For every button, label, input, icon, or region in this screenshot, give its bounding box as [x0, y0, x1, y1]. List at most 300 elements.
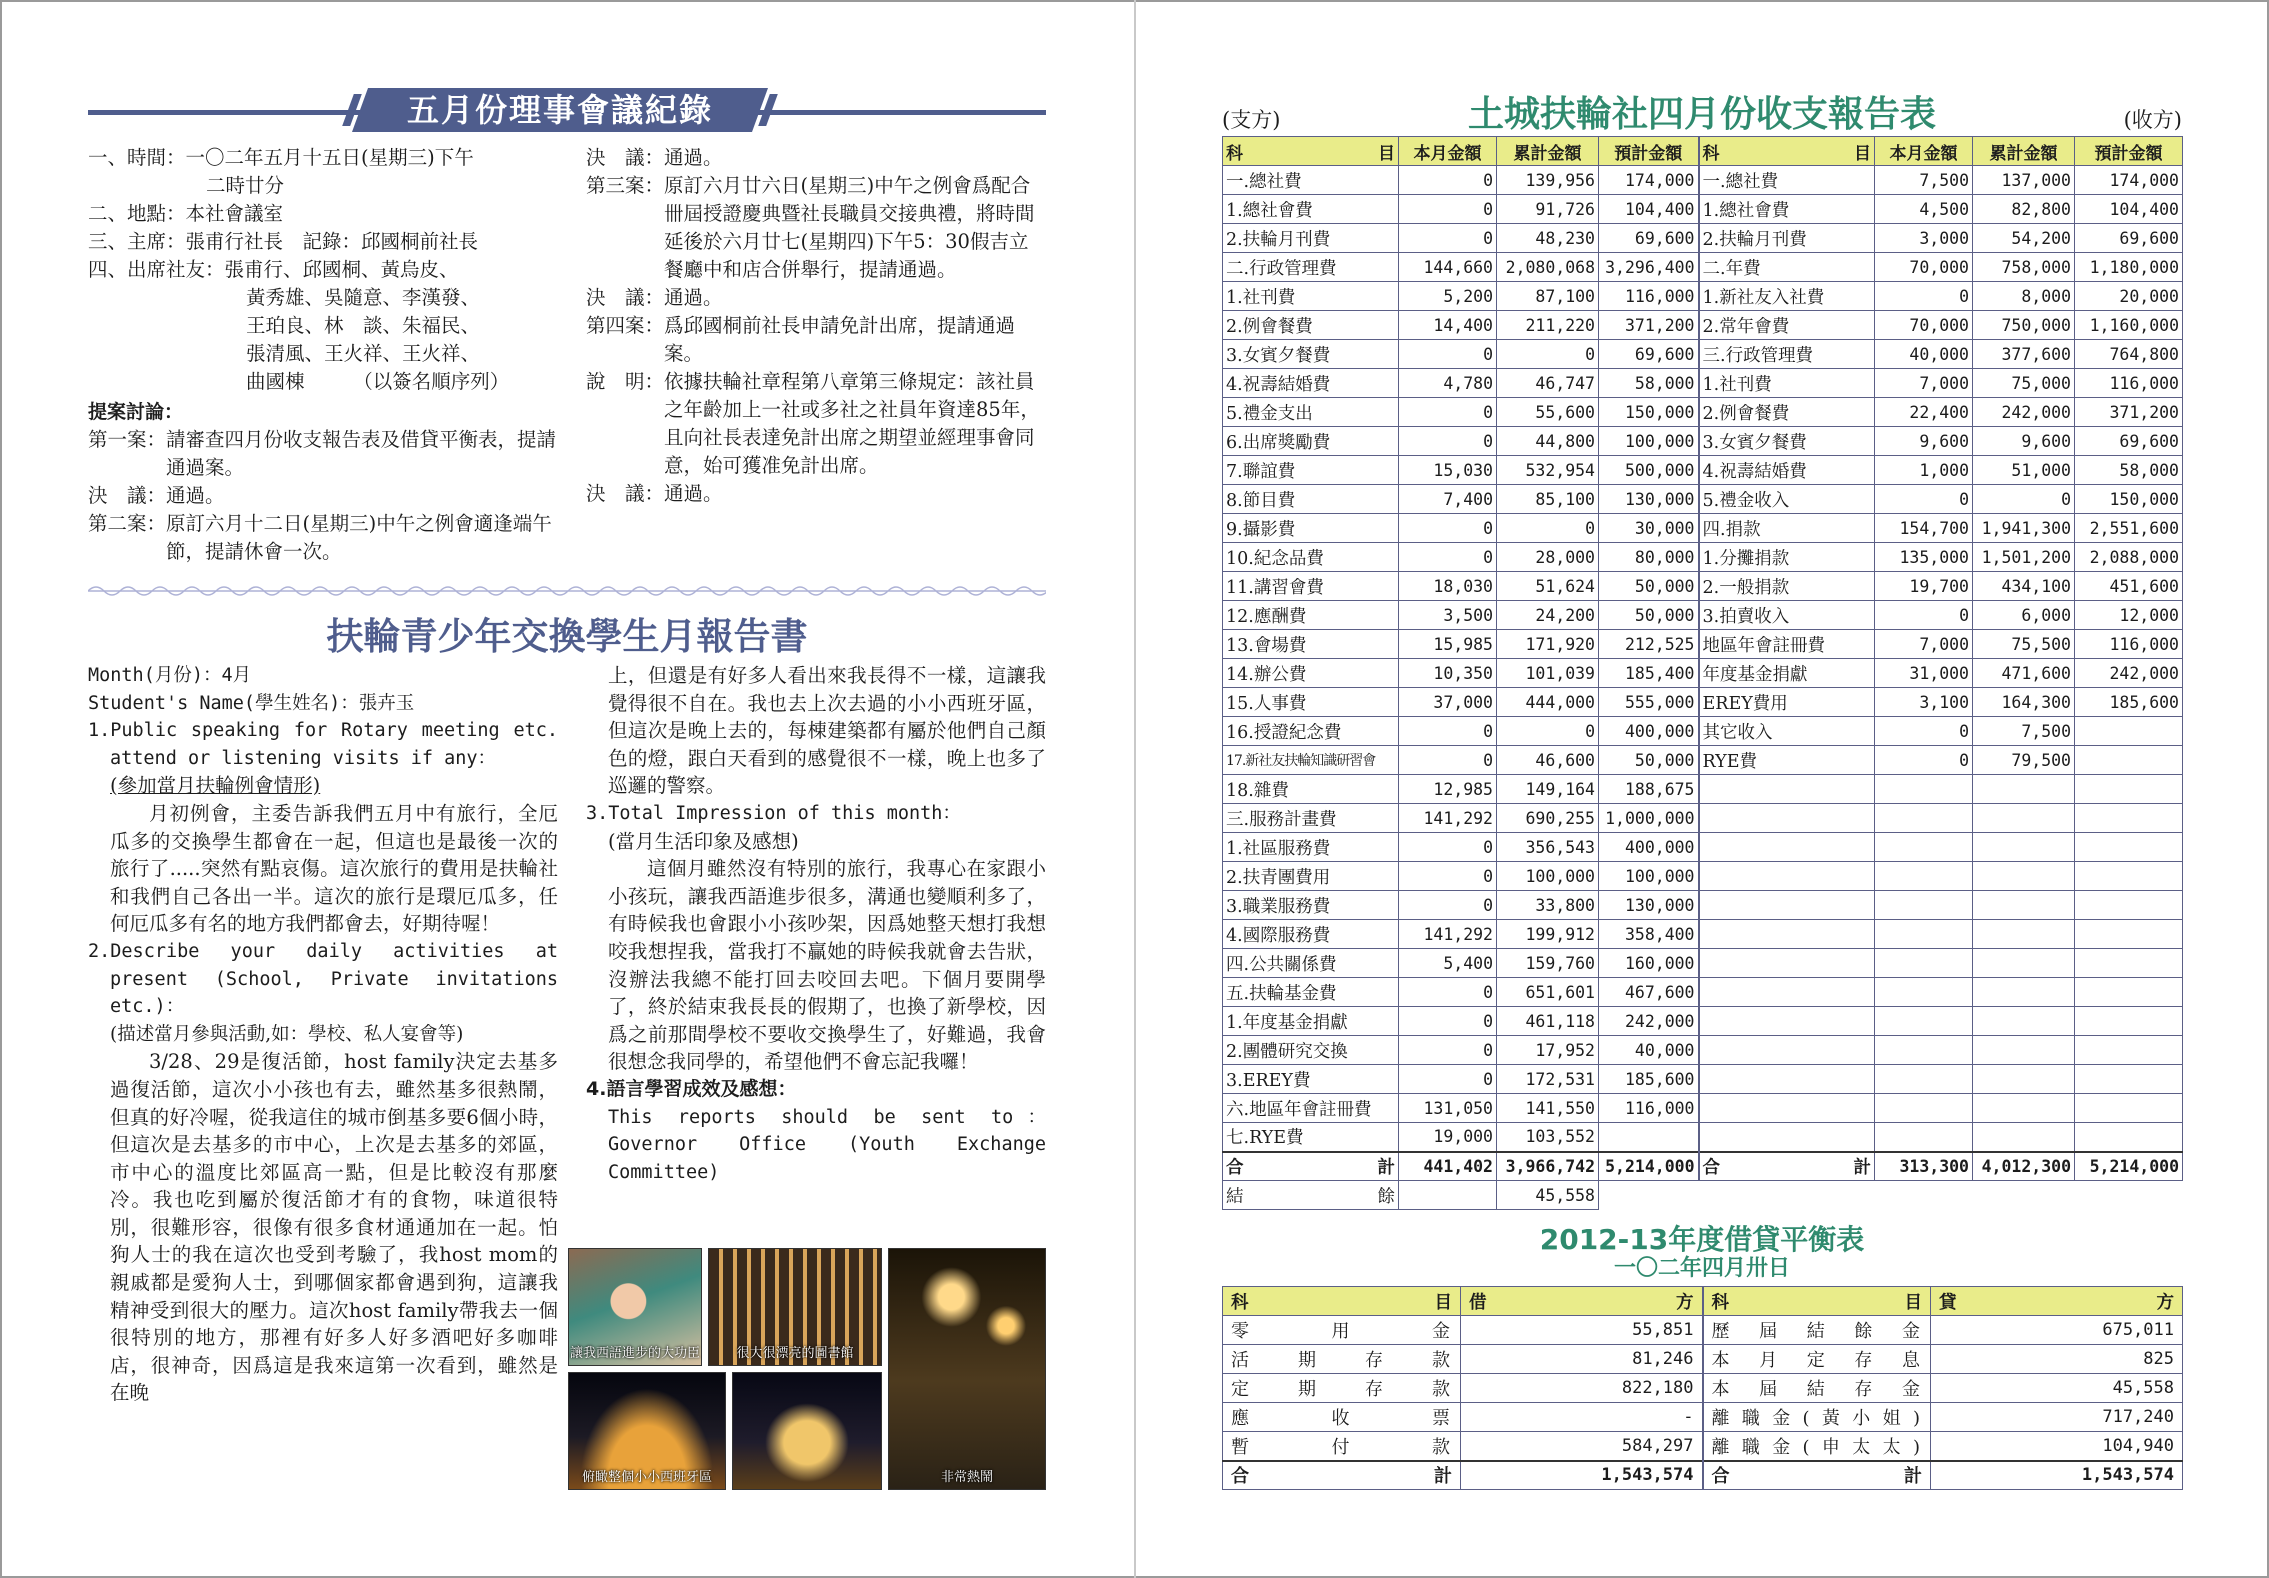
finance-row — [1223, 485, 2183, 514]
expense-amount: 0 — [1399, 514, 1497, 543]
header-subject: 科 目 — [1223, 137, 1399, 166]
expense-amount: 50,000 — [1599, 601, 1699, 630]
expense-total-label: 合 計 — [1223, 1152, 1399, 1181]
expense-amount: 356,543 — [1497, 833, 1599, 862]
income-amount: 242,000 — [1973, 398, 2075, 427]
expense-amount: 1,000,000 — [1599, 804, 1699, 833]
income-empty-cell — [1875, 1007, 1973, 1036]
income-empty-cell — [1973, 1007, 2075, 1036]
expense-amount: 14,400 — [1399, 311, 1497, 340]
balance-header-subject-credit: 科 目 — [1703, 1287, 1931, 1316]
case4-text: 爲邱國桐前社長申請免計出席，提請通過案。 — [664, 314, 1016, 365]
expense-item: 13.會場費 — [1223, 630, 1399, 659]
income-amount: 154,700 — [1875, 514, 1973, 543]
income-empty-cell — [1875, 1123, 1973, 1152]
finance-row — [1223, 166, 2183, 195]
finance-row — [1223, 1094, 2183, 1123]
income-empty-cell — [1699, 775, 1875, 804]
income-empty-cell — [2075, 920, 2183, 949]
expense-amount: 12,985 — [1399, 775, 1497, 804]
finance-row — [1223, 1007, 2183, 1036]
header-cumulative: 累計金額 — [1497, 137, 1599, 166]
expense-amount: 0 — [1399, 166, 1497, 195]
expense-amount: 15,030 — [1399, 456, 1497, 485]
expense-amount: 40,000 — [1599, 1036, 1699, 1065]
expense-amount: 141,292 — [1399, 804, 1497, 833]
income-amount: 75,000 — [1973, 369, 2075, 398]
expense-amount: 139,956 — [1497, 166, 1599, 195]
expense-amount: 116,000 — [1599, 282, 1699, 311]
expense-amount: 7,400 — [1399, 485, 1497, 514]
expense-amount: 444,000 — [1497, 688, 1599, 717]
income-empty-cell — [2075, 949, 2183, 978]
income-amount: 434,100 — [1973, 572, 2075, 601]
income-item: 3.女賓夕餐費 — [1699, 427, 1875, 456]
expense-amount: 242,000 — [1599, 1007, 1699, 1036]
expense-amount: 160,000 — [1599, 949, 1699, 978]
report-left-column — [88, 662, 558, 1407]
expense-amount: 211,220 — [1497, 311, 1599, 340]
debit-total: 1,543,574 — [1461, 1461, 1703, 1490]
expense-amount: 149,164 — [1497, 775, 1599, 804]
income-item: 1.社刊費 — [1699, 369, 1875, 398]
expense-amount: 0 — [1399, 340, 1497, 369]
expense-amount: 24,200 — [1497, 601, 1599, 630]
balance-header-row — [1223, 1287, 2183, 1316]
question-2: 2.Describe your daily activities at present (School, Private invitations etc.)： — [88, 940, 558, 1018]
expense-amount: 15,985 — [1399, 630, 1497, 659]
finance-row — [1223, 1123, 2183, 1152]
debit-item: 零用金 — [1223, 1316, 1461, 1345]
expense-amount: 0 — [1399, 543, 1497, 572]
photo-church — [732, 1372, 882, 1490]
income-amount: 58,000 — [2075, 456, 2183, 485]
income-amount: 116,000 — [2075, 630, 2183, 659]
income-empty-cell — [2075, 804, 2183, 833]
photo-caption-2: 俯瞰整個小小西班牙區 — [581, 1470, 712, 1485]
income-empty-cell — [1973, 1094, 2075, 1123]
income-amount: 7,000 — [1875, 630, 1973, 659]
income-total-budget: 5,214,000 — [2075, 1152, 2183, 1181]
income-total-month: 313,300 — [1875, 1152, 1973, 1181]
income-empty-cell — [1699, 1123, 1875, 1152]
income-amount: 135,000 — [1875, 543, 1973, 572]
attendees-line-0: 張甫行、邱國桐、黃烏皮、 — [224, 258, 459, 281]
expense-amount: 500,000 — [1599, 456, 1699, 485]
income-item: 2.一般捐款 — [1699, 572, 1875, 601]
income-item: RYE費 — [1699, 746, 1875, 775]
expense-amount: 172,531 — [1497, 1065, 1599, 1094]
expense-amount: 10,350 — [1399, 659, 1497, 688]
expense-amount: 0 — [1497, 717, 1599, 746]
attendees-label: 四、出席社友： — [88, 258, 225, 281]
question-2-sub: (描述當月參與活動,如：學校、私人宴會等) — [110, 1023, 464, 1045]
expense-amount: 58,000 — [1599, 369, 1699, 398]
balance-empty — [1399, 1181, 1497, 1210]
resolve1-text: 通過。 — [166, 484, 225, 507]
expense-amount: 150,000 — [1599, 398, 1699, 427]
place-line: 二、地點：本社會議室 — [88, 202, 284, 225]
income-amount: 8,000 — [1973, 282, 2075, 311]
expense-item: 9.攝影費 — [1223, 514, 1399, 543]
balance-row — [1223, 1432, 2183, 1461]
finance-row — [1223, 775, 2183, 804]
expense-amount: 55,600 — [1497, 398, 1599, 427]
expense-total-month: 441,402 — [1399, 1152, 1497, 1181]
expense-amount: 0 — [1399, 1036, 1497, 1065]
finance-row — [1223, 949, 2183, 978]
income-amount: 4,500 — [1875, 195, 1973, 224]
income-amount: 79,500 — [1973, 746, 2075, 775]
expense-amount: 91,726 — [1497, 195, 1599, 224]
income-amount: 75,500 — [1973, 630, 2075, 659]
expense-amount: 185,400 — [1599, 659, 1699, 688]
balance-sheet-title: 2012-13年度借貸平衡表 — [1539, 1223, 1865, 1256]
expense-amount: 104,400 — [1599, 195, 1699, 224]
income-empty-cell — [1973, 804, 2075, 833]
finance-row — [1223, 224, 2183, 253]
page-divider — [1134, 0, 1136, 1578]
expense-item: 1.總社會費 — [1223, 195, 1399, 224]
income-amount: 69,600 — [2075, 224, 2183, 253]
chair-line: 三、主席：張甫行社長 記錄：邱國桐前社長 — [88, 230, 479, 253]
finance-row — [1223, 456, 2183, 485]
expense-item: 六.地區年會註冊費 — [1223, 1094, 1399, 1123]
header-subject-income: 科 目 — [1699, 137, 1875, 166]
income-amount: 12,000 — [2075, 601, 2183, 630]
income-amount: 6,000 — [1973, 601, 2075, 630]
exchange-report-title: 扶輪青少年交換學生月報告書 — [326, 615, 808, 658]
expense-amount: 159,760 — [1497, 949, 1599, 978]
income-item: 1.分攤捐款 — [1699, 543, 1875, 572]
expense-total-cumulative: 3,966,742 — [1497, 1152, 1599, 1181]
expense-amount: 69,600 — [1599, 224, 1699, 253]
expense-side-label: (支方) — [1222, 108, 1281, 132]
expense-amount: 0 — [1399, 427, 1497, 456]
income-amount: 70,000 — [1875, 253, 1973, 282]
photo-caption-4: 非常熱鬧 — [940, 1470, 993, 1485]
expense-amount: 48,230 — [1497, 224, 1599, 253]
expense-amount: 0 — [1497, 514, 1599, 543]
income-amount: 69,600 — [2075, 427, 2183, 456]
income-item: 二.年費 — [1699, 253, 1875, 282]
income-empty-cell — [1973, 833, 2075, 862]
case4-label: 第四案： — [586, 314, 665, 337]
income-total-label: 合 計 — [1699, 1152, 1875, 1181]
income-side-label: (收方) — [2123, 108, 2182, 132]
finance-row — [1223, 195, 2183, 224]
expense-item: 6.出席獎勵費 — [1223, 427, 1399, 456]
credit-amount: 825 — [1931, 1345, 2183, 1374]
balance-header-subject: 科 目 — [1223, 1287, 1461, 1316]
balance-empty-2 — [1599, 1181, 1699, 1210]
income-amount: 0 — [1875, 282, 1973, 311]
expense-amount: 0 — [1497, 340, 1599, 369]
income-amount: 19,700 — [1875, 572, 1973, 601]
finance-header-row — [1223, 137, 2183, 166]
expense-item: 二.行政管理費 — [1223, 253, 1399, 282]
expense-item: 15.人事費 — [1223, 688, 1399, 717]
expense-item: 2.扶輪月刊費 — [1223, 224, 1399, 253]
resolve2-text: 通過。 — [664, 146, 723, 169]
income-empty-cell — [1699, 1065, 1875, 1094]
finance-row — [1223, 630, 2183, 659]
income-amount: 0 — [1875, 746, 1973, 775]
income-amount: 7,500 — [1875, 166, 1973, 195]
expense-item: 12.應酬費 — [1223, 601, 1399, 630]
finance-row — [1223, 833, 2183, 862]
income-amount: 116,000 — [2075, 369, 2183, 398]
header-month: 本月金額 — [1399, 137, 1497, 166]
balance-value: 45,558 — [1497, 1181, 1599, 1210]
question-3: 3.Total Impression of this month： — [586, 802, 961, 824]
income-amount: 3,000 — [1875, 224, 1973, 253]
expense-amount: 144,660 — [1399, 253, 1497, 282]
income-amount: 242,000 — [2075, 659, 2183, 688]
expense-amount: 51,624 — [1497, 572, 1599, 601]
photo-child — [568, 1248, 702, 1366]
finance-row — [1223, 891, 2183, 920]
income-empty-cell — [2075, 1065, 2183, 1094]
finance-row — [1223, 746, 2183, 775]
debit-amount: 822,180 — [1461, 1374, 1703, 1403]
income-amount: 7,000 — [1875, 369, 1973, 398]
income-amount: 0 — [1875, 485, 1973, 514]
income-empty-cell — [1875, 804, 1973, 833]
debit-amount: 584,297 — [1461, 1432, 1703, 1461]
balance-row — [1223, 1345, 2183, 1374]
income-empty-cell — [1875, 862, 1973, 891]
expense-amount: 2,080,068 — [1497, 253, 1599, 282]
debit-item: 應收票 — [1223, 1403, 1461, 1432]
income-amount: 750,000 — [1973, 311, 2075, 340]
income-empty-cell — [1699, 1036, 1875, 1065]
income-item: 1.新社友入社費 — [1699, 282, 1875, 311]
expense-amount: 371,200 — [1599, 311, 1699, 340]
resolve3-text: 通過。 — [664, 286, 723, 309]
expense-item: 17.新社友扶輪知識研習會 — [1223, 746, 1399, 775]
finance-row — [1223, 311, 2183, 340]
income-amount: 758,000 — [1973, 253, 2075, 282]
expense-item: 4.祝壽結婚費 — [1223, 369, 1399, 398]
expense-amount: 130,000 — [1599, 485, 1699, 514]
expense-amount: 651,601 — [1497, 978, 1599, 1007]
meeting-banner — [88, 88, 1046, 132]
expense-amount: 131,050 — [1399, 1094, 1497, 1123]
minutes-right-column — [586, 144, 1046, 508]
expense-amount: 0 — [1399, 717, 1497, 746]
income-empty-cell — [2075, 978, 2183, 1007]
income-amount: 1,501,200 — [1973, 543, 2075, 572]
income-empty-cell — [2075, 1123, 2183, 1152]
expense-amount: 532,954 — [1497, 456, 1599, 485]
income-item: 三.行政管理費 — [1699, 340, 1875, 369]
expense-item: 3.EREY費 — [1223, 1065, 1399, 1094]
photo-busy-street — [888, 1248, 1046, 1490]
expense-item: 四.公共關係費 — [1223, 949, 1399, 978]
income-amount: 1,941,300 — [1973, 514, 2075, 543]
balance-empty-3 — [1699, 1181, 2183, 1210]
credit-item: 本屆結存金 — [1703, 1374, 1931, 1403]
expense-amount: 116,000 — [1599, 1094, 1699, 1123]
balance-label: 結 餘 — [1223, 1181, 1399, 1210]
expense-amount: 0 — [1399, 1007, 1497, 1036]
expense-amount: 103,552 — [1497, 1123, 1599, 1152]
expense-item: 18.雜費 — [1223, 775, 1399, 804]
expense-amount: 19,000 — [1399, 1123, 1497, 1152]
debit-amount: 55,851 — [1461, 1316, 1703, 1345]
income-empty-cell — [1973, 978, 2075, 1007]
income-empty-cell — [1973, 891, 2075, 920]
question-1: 1.Public speaking for Rotary meeting etc. attend or listening visits if any： — [88, 720, 558, 769]
credit-amount: 45,558 — [1931, 1374, 2183, 1403]
income-amount: 371,200 — [2075, 398, 2183, 427]
income-amount: 451,600 — [2075, 572, 2183, 601]
credit-amount: 717,240 — [1931, 1403, 2183, 1432]
income-item: 2.例會餐費 — [1699, 398, 1875, 427]
income-empty-cell — [1699, 1094, 1875, 1123]
photo-library — [708, 1248, 882, 1366]
finance-row — [1223, 688, 2183, 717]
answer-2-continued: 上，但還是有好多人看出來我長得不一樣，這讓我覺得很不自在。我也去上次去過的小小西班牙區，但這次是晚上去的，每棟建築都有屬於他們自己顏色的燈，跟白天看到的感覺很不一樣，晚上也多了巡邏的警察。 — [608, 664, 1046, 798]
income-amount: 137,000 — [1973, 166, 2075, 195]
income-item: 年度基金捐獻 — [1699, 659, 1875, 688]
income-amount: 54,200 — [1973, 224, 2075, 253]
expense-total-budget: 5,214,000 — [1599, 1152, 1699, 1181]
expense-item: 2.團體研究交換 — [1223, 1036, 1399, 1065]
ornament-divider — [88, 584, 1046, 598]
expense-item: 2.扶青團費用 — [1223, 862, 1399, 891]
finance-total-row — [1223, 1152, 2183, 1181]
resolve4-text: 通過。 — [664, 482, 723, 505]
finance-row — [1223, 514, 2183, 543]
income-empty-cell — [2075, 1094, 2183, 1123]
report-month: Month(月份)：4月 — [88, 665, 252, 686]
income-empty-cell — [1875, 1065, 1973, 1094]
photo-caption-0: 讓我西語進步的大功臣 — [569, 1346, 700, 1361]
income-amount: 0 — [1875, 717, 1973, 746]
time-value: 一〇二年五月十五日(星期三)下午 — [185, 146, 474, 169]
expense-amount: 0 — [1399, 833, 1497, 862]
finance-row — [1223, 862, 2183, 891]
finance-row — [1223, 804, 2183, 833]
finance-row — [1223, 282, 2183, 311]
expense-amount: 5,200 — [1399, 282, 1497, 311]
finance-row — [1223, 978, 2183, 1007]
expense-amount: 174,000 — [1599, 166, 1699, 195]
expense-amount — [1599, 1123, 1699, 1152]
income-empty-cell — [1973, 949, 2075, 978]
resolve1-label: 決 議： — [88, 484, 167, 507]
expense-amount: 46,747 — [1497, 369, 1599, 398]
credit-total-label: 合 計 — [1703, 1461, 1931, 1490]
balance-header-credit: 貸 方 — [1931, 1287, 2183, 1316]
resolve3-label: 決 議： — [586, 286, 665, 309]
income-empty-cell — [1875, 1036, 1973, 1065]
debit-total-label: 合 計 — [1223, 1461, 1461, 1490]
time-label: 一、時間： — [88, 146, 186, 169]
income-empty-cell — [1699, 920, 1875, 949]
income-item: 4.祝壽結婚費 — [1699, 456, 1875, 485]
header-budget-income: 預計金額 — [2075, 137, 2183, 166]
income-empty-cell — [1699, 1007, 1875, 1036]
expense-amount: 555,000 — [1599, 688, 1699, 717]
income-empty-cell — [1699, 833, 1875, 862]
income-amount — [2075, 717, 2183, 746]
finance-row — [1223, 717, 2183, 746]
income-item: 1.總社會費 — [1699, 195, 1875, 224]
report-right-column — [586, 662, 1046, 1186]
income-amount: 40,000 — [1875, 340, 1973, 369]
case3-label: 第三案： — [586, 174, 665, 197]
balance-sheet-table — [1222, 1286, 2183, 1490]
income-empty-cell — [1973, 775, 2075, 804]
case1-text: 請審查四月份收支報告表及借貸平衡表，提請通過案。 — [166, 428, 557, 479]
expense-item: 七.RYE費 — [1223, 1123, 1399, 1152]
debit-item: 暫付款 — [1223, 1432, 1461, 1461]
finance-row — [1223, 659, 2183, 688]
income-item: 2.常年會費 — [1699, 311, 1875, 340]
photo-city-view — [568, 1372, 726, 1490]
attendees-line-2: 王珀良、林 談、朱福民、 — [246, 314, 481, 337]
income-item: 一.總社費 — [1699, 166, 1875, 195]
report-student: Student's Name(學生姓名)：張卉玉 — [88, 692, 415, 714]
left-page — [88, 88, 1046, 1508]
expense-item: 5.禮金支出 — [1223, 398, 1399, 427]
expense-item: 3.職業服務費 — [1223, 891, 1399, 920]
attendees-line-3: 張清風、王火祥、王火祥、 — [246, 342, 481, 365]
income-item: 地區年會註冊費 — [1699, 630, 1875, 659]
answer-1: 月初例會，主委告訴我們五月中有旅行，全厄瓜多的交換學生都會在一起，但這也是最後一次的旅行了.....突然有點哀傷。這次旅行的費用是扶輪社和我們自己各出一半。這次的旅行是環厄瓜多，任何厄瓜多有名的地方我們都會去，好期待喔！ — [110, 801, 558, 936]
income-empty-cell — [1875, 949, 1973, 978]
credit-amount: 675,011 — [1931, 1316, 2183, 1345]
income-empty-cell — [2075, 1007, 2183, 1036]
expense-amount: 199,912 — [1497, 920, 1599, 949]
income-empty-cell — [1973, 862, 2075, 891]
debit-item: 定期存款 — [1223, 1374, 1461, 1403]
expense-amount: 3,500 — [1399, 601, 1497, 630]
time-value-cont: 二時廿分 — [206, 174, 285, 197]
minutes-left-column — [88, 144, 558, 566]
income-amount: 471,600 — [1973, 659, 2075, 688]
income-item: EREY費用 — [1699, 688, 1875, 717]
expense-amount: 80,000 — [1599, 543, 1699, 572]
debit-amount: - — [1461, 1403, 1703, 1432]
income-amount: 9,600 — [1875, 427, 1973, 456]
income-amount: 185,600 — [2075, 688, 2183, 717]
attendees-line-4: 曲國棟 （以簽名順序列） — [246, 370, 510, 393]
header-cumulative-income: 累計金額 — [1973, 137, 2075, 166]
income-empty-cell — [2075, 862, 2183, 891]
expense-amount: 0 — [1399, 1065, 1497, 1094]
expense-amount: 141,292 — [1399, 920, 1497, 949]
expense-item: 14.辦公費 — [1223, 659, 1399, 688]
attendees-line-1: 黃秀雄、吳隨意、李漢發、 — [246, 286, 481, 309]
income-amount: 377,600 — [1973, 340, 2075, 369]
finance-row — [1223, 601, 2183, 630]
expense-item: 7.聯誼費 — [1223, 456, 1399, 485]
income-amount: 82,800 — [1973, 195, 2075, 224]
income-empty-cell — [1875, 891, 1973, 920]
finance-row — [1223, 1065, 2183, 1094]
income-amount: 22,400 — [1875, 398, 1973, 427]
header-budget: 預計金額 — [1599, 137, 1699, 166]
income-empty-cell — [1973, 1123, 2075, 1152]
expense-amount: 171,920 — [1497, 630, 1599, 659]
debit-amount: 81,246 — [1461, 1345, 1703, 1374]
expense-amount: 17,952 — [1497, 1036, 1599, 1065]
balance-row — [1223, 1316, 2183, 1345]
